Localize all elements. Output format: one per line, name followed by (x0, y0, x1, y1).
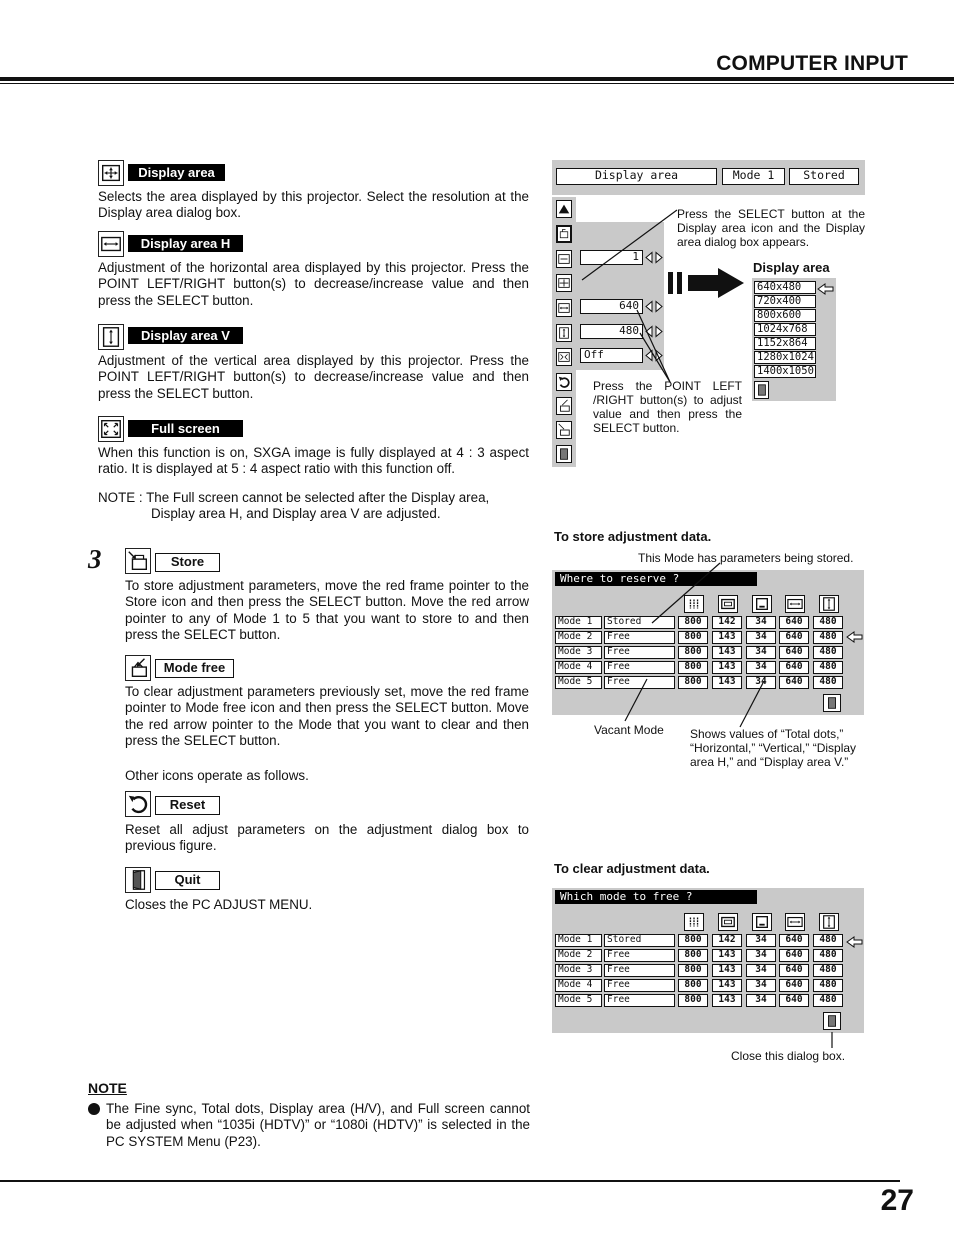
status-cell: Free (604, 979, 675, 992)
display-area-text: Selects the area displayed by this projector. Select the resolution at the Display area dialog box. (98, 189, 529, 221)
mode-cell[interactable]: Mode 3 (555, 964, 602, 977)
value-cell: 142 (712, 934, 742, 947)
vertical-column-icon (752, 913, 772, 931)
value-cell: 640 (779, 949, 809, 962)
step-number: 3 (88, 544, 102, 574)
value-cell: 480 (813, 994, 843, 1007)
value-cell: 800 (678, 646, 708, 659)
value-cell: 34 (746, 661, 776, 674)
note-full-screen-line1: NOTE : The Full screen cannot be selected after the Display area, (98, 490, 490, 505)
value-cell: 34 (746, 964, 776, 977)
status-cell: Free (604, 661, 675, 674)
resolution-option[interactable]: 1152x864 (754, 337, 816, 350)
value-cell: 640 (779, 661, 809, 674)
status-cell: Free (604, 676, 675, 689)
status-cell: Free (604, 631, 675, 644)
other-icons-text: Other icons operate as follows. (125, 768, 309, 783)
mode-cell[interactable]: Mode 3 (555, 646, 602, 659)
horizontal-column-icon (718, 913, 738, 931)
display-area-label: Display area (128, 164, 225, 181)
value-cell: 640 (779, 631, 809, 644)
value-field-v: 480 (580, 324, 643, 339)
value-cell: 34 (746, 994, 776, 1007)
status-cell: Free (604, 964, 675, 977)
mode-free-text: To clear adjustment parameters previously set, move the red frame pointer to Mode free icon and then press the SELECT button. Move the red arrow pointer to the Mode that you want to clear and then press the SELECT button. (125, 684, 529, 748)
resolution-option[interactable]: 1024x768 (754, 323, 816, 336)
mode-cell[interactable]: Mode 2 (555, 631, 602, 644)
value-cell: 640 (779, 616, 809, 629)
status-cell: Free (604, 994, 675, 1007)
value-cell: 480 (813, 676, 843, 689)
value-cell: 143 (712, 979, 742, 992)
callout-lines-menu (552, 195, 872, 395)
value-cell: 800 (678, 934, 708, 947)
value-cell: 640 (779, 934, 809, 947)
value-cell: 800 (678, 949, 708, 962)
mode-cell[interactable]: Mode 4 (555, 979, 602, 992)
value-cell: 480 (813, 949, 843, 962)
status-cell: Stored (604, 616, 675, 629)
store-label: Store (155, 553, 220, 572)
display-area-v-column-icon (819, 913, 839, 931)
value-cell: 640 (779, 646, 809, 659)
clear-section-heading: To clear adjustment data. (554, 861, 710, 876)
value-cell: 800 (678, 676, 708, 689)
status-cell: Stored (604, 934, 675, 947)
callout-mode-being-stored: This Mode has parameters being stored. (638, 551, 854, 565)
callout-line-close (800, 1028, 860, 1052)
callout-vacant-mode: Vacant Mode (594, 723, 664, 737)
value-cell: 480 (813, 631, 843, 644)
value-cell: 800 (678, 616, 708, 629)
total-dots-column-icon (684, 913, 704, 931)
clear-dialog-column-icons (684, 913, 844, 931)
full-screen-label: Full screen (128, 420, 243, 437)
quit-label: Quit (155, 871, 220, 890)
display-area-v-label: Display area V (128, 327, 243, 344)
value-cell: 143 (712, 661, 742, 674)
value-cell: 480 (813, 646, 843, 659)
resolution-option[interactable]: 800x600 (754, 309, 816, 322)
callout-select-button: Press the SELECT button at the Display area icon and the Display area dialog box appears. (677, 207, 865, 249)
value-cell: 34 (746, 979, 776, 992)
value-field-1: 1 (580, 250, 643, 265)
menu-mode-free-icon[interactable] (556, 397, 572, 415)
display-area-h-column-icon (785, 913, 805, 931)
value-cell: 480 (813, 964, 843, 977)
footer-rule (0, 1180, 900, 1182)
display-area-h-text: Adjustment of the horizontal area displayed by this projector. Press the POINT LEFT/RIGHT button(s) to decrease/increase value and then press the SELECT button. (98, 260, 529, 308)
reset-text: Reset all adjust parameters on the adjustment dialog box to previous figure. (125, 822, 529, 854)
display-area-h-label: Display area H (128, 235, 243, 252)
status-cell: Free (604, 949, 675, 962)
resolution-option[interactable]: 720x400 (754, 295, 816, 308)
value-cell: 800 (678, 661, 708, 674)
header-rule (0, 77, 954, 81)
reset-label: Reset (155, 796, 220, 815)
note-full-screen-line2: Display area H, and Display area V are adjusted. (151, 506, 441, 521)
full-screen-icon (98, 416, 124, 442)
value-cell: 640 (779, 994, 809, 1007)
value-cell: 800 (678, 994, 708, 1007)
value-cell: 142 (712, 616, 742, 629)
value-field-full-screen: Off (580, 348, 643, 363)
callout-close-dialog: Close this dialog box. (731, 1049, 846, 1063)
store-dialog-title: Where to reserve ? (555, 572, 757, 586)
value-cell: 34 (746, 934, 776, 947)
value-cell: 34 (746, 646, 776, 659)
display-area-v-icon (98, 324, 124, 350)
value-cell: 34 (746, 616, 776, 629)
clear-dialog-rows (555, 934, 855, 1009)
mode-cell[interactable]: Mode 1 (555, 616, 602, 629)
value-cell: 143 (712, 994, 742, 1007)
resolution-option[interactable]: 640x480 (754, 281, 816, 294)
value-cell: 800 (678, 964, 708, 977)
status-cell: Free (604, 646, 675, 659)
quit-icon (125, 867, 151, 893)
resolution-option[interactable]: 1280x1024 (754, 351, 816, 364)
value-cell: 640 (779, 676, 809, 689)
value-cell: 640 (779, 979, 809, 992)
page-number: 27 (880, 1184, 914, 1217)
value-cell: 480 (813, 616, 843, 629)
value-cell: 143 (712, 676, 742, 689)
mode-free-icon (125, 655, 151, 681)
note-bullet (88, 1103, 100, 1115)
mode-cell[interactable]: Mode 5 (555, 994, 602, 1007)
value-cell: 800 (678, 631, 708, 644)
value-cell: 480 (813, 661, 843, 674)
value-cell: 143 (712, 646, 742, 659)
value-cell: 480 (813, 934, 843, 947)
clear-red-arrow-pointer-icon (846, 935, 863, 947)
display-area-v-text: Adjustment of the vertical area displayed by this projector. Press the POINT LEFT/RIGHT button(s) to decrease/increase value and then press the SELECT button. (98, 353, 529, 401)
value-cell: 34 (746, 631, 776, 644)
display-area-dialog-caption: Display area (753, 260, 830, 275)
callout-point-buttons: Press the POINT LEFT /RIGHT button(s) to adjust value and then press the SELECT button. (593, 379, 742, 435)
store-icon (125, 548, 151, 574)
menu-mode-field: Mode 1 (722, 168, 785, 185)
mode-cell[interactable]: Mode 5 (555, 676, 602, 689)
mode-cell[interactable]: Mode 4 (555, 661, 602, 674)
callout-shows-values: Shows values of “Total dots,” “Horizontal,” “Vertical,” “Display area H,” and “Display area V.” (690, 727, 857, 769)
value-cell: 800 (678, 979, 708, 992)
reset-icon (125, 791, 151, 817)
value-cell: 34 (746, 949, 776, 962)
resolution-option[interactable]: 1400x1050 (754, 365, 816, 378)
note-text: The Fine sync, Total dots, Display area (H/V), and Full screen cannot be adjusted when “1035i (HDTV)” or “1080i (HDTV)” is selected in the PC SYSTEM Menu (P23). (106, 1101, 530, 1149)
mode-free-label: Mode free (155, 659, 234, 678)
note-heading: NOTE (88, 1080, 127, 1096)
menu-quit-icon[interactable] (556, 445, 572, 463)
value-cell: 640 (779, 964, 809, 977)
display-area-icon (98, 160, 124, 186)
header-rule-thin (0, 83, 954, 84)
value-cell: 34 (746, 676, 776, 689)
quit-text: Closes the PC ADJUST MENU. (125, 897, 313, 912)
store-text: To store adjustment parameters, move the red frame pointer to the Store icon and then press the SELECT button. Move the red arrow pointer to any of Mode 1 to 5 that you want to store to and then press the SELECT button. (125, 578, 529, 642)
mode-cell[interactable]: Mode 1 (555, 934, 602, 947)
mode-cell[interactable]: Mode 2 (555, 949, 602, 962)
page-header-title: COMPUTER INPUT (716, 52, 908, 75)
value-field-h: 640 (580, 299, 643, 314)
clear-dialog-title: Which mode to free ? (555, 890, 757, 904)
value-cell: 143 (712, 949, 742, 962)
menu-store-icon[interactable] (556, 421, 572, 439)
callout-lines-store (552, 555, 872, 735)
value-cell: 143 (712, 964, 742, 977)
display-area-h-icon (98, 231, 124, 257)
full-screen-text: When this function is on, SXGA image is fully displayed at 4 : 3 aspect ratio. It is displayed at 5 : 4 aspect ratio with this function off. (98, 445, 529, 477)
value-cell: 480 (813, 979, 843, 992)
value-cell: 143 (712, 631, 742, 644)
store-section-heading: To store adjustment data. (554, 529, 712, 544)
menu-title-field: Display area (556, 168, 717, 185)
menu-status-field: Stored (789, 168, 859, 185)
